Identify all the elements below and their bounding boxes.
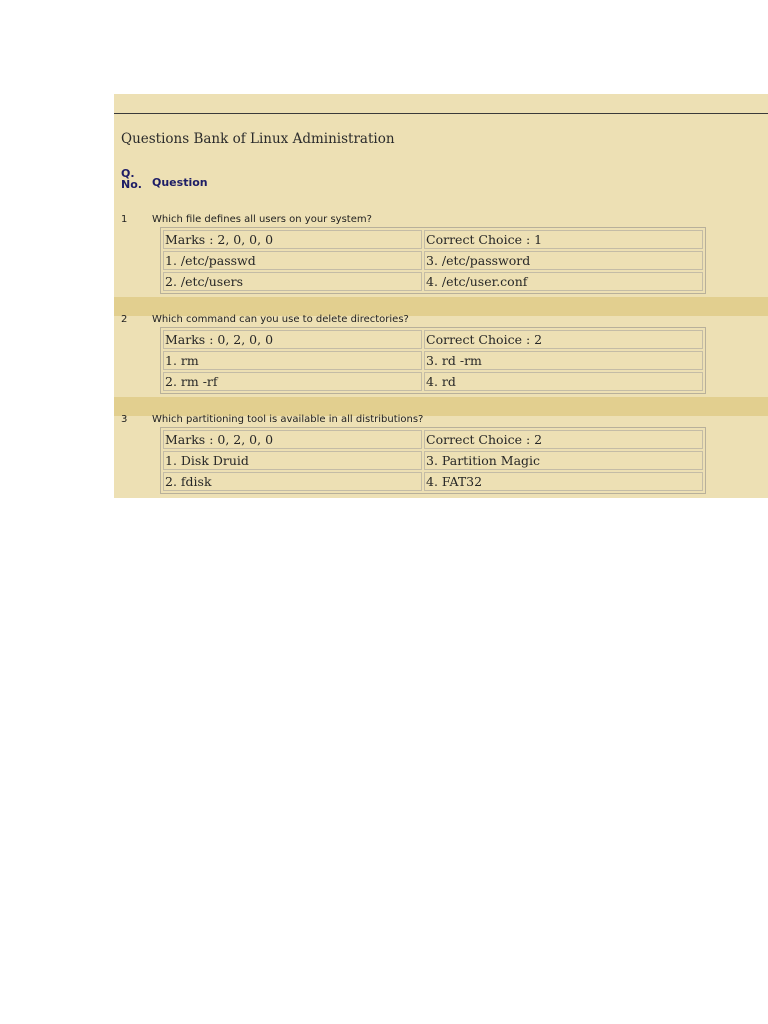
answer-table <box>160 427 706 494</box>
question-bank-panel <box>114 94 768 498</box>
choice-cell: 3. rd -rm <box>424 351 703 370</box>
table-row <box>163 372 703 391</box>
choice-cell: 1. Disk Druid <box>163 451 422 470</box>
choice-cell: 3. Partition Magic <box>424 451 703 470</box>
page-title: Questions Bank of Linux Administration <box>121 131 395 147</box>
correct-choice-cell: Correct Choice : 1 <box>424 230 703 249</box>
question-number: 2 <box>121 314 128 325</box>
choice-cell: 2. rm -rf <box>163 372 422 391</box>
table-row <box>163 230 703 249</box>
top-divider <box>114 113 768 114</box>
qno-header-line2: No. <box>121 178 142 191</box>
choice-cell: 4. FAT32 <box>424 472 703 491</box>
table-row <box>163 251 703 270</box>
table-row <box>163 351 703 370</box>
table-row <box>163 272 703 291</box>
choice-cell: 1. /etc/passwd <box>163 251 422 270</box>
question-text: Which command can you use to delete directories? <box>152 314 409 325</box>
answer-table <box>160 227 706 294</box>
question-text: Which file defines all users on your system? <box>152 214 372 225</box>
correct-choice-cell: Correct Choice : 2 <box>424 430 703 449</box>
answer-table <box>160 327 706 394</box>
choice-cell: 2. /etc/users <box>163 272 422 291</box>
marks-cell: Marks : 2, 0, 0, 0 <box>163 230 422 249</box>
table-row <box>163 430 703 449</box>
marks-cell: Marks : 0, 2, 0, 0 <box>163 430 422 449</box>
question-text: Which partitioning tool is available in all distributions? <box>152 414 424 425</box>
table-row <box>163 472 703 491</box>
question-number: 1 <box>121 214 128 225</box>
choice-cell: 3. /etc/password <box>424 251 703 270</box>
marks-cell: Marks : 0, 2, 0, 0 <box>163 330 422 349</box>
table-row <box>163 451 703 470</box>
choice-cell: 2. fdisk <box>163 472 422 491</box>
question-column-header: Question <box>152 176 208 189</box>
question-number: 3 <box>121 414 128 425</box>
correct-choice-cell: Correct Choice : 2 <box>424 330 703 349</box>
table-row <box>163 330 703 349</box>
choice-cell: 1. rm <box>163 351 422 370</box>
choice-cell: 4. /etc/user.conf <box>424 272 703 291</box>
choice-cell: 4. rd <box>424 372 703 391</box>
qno-header-line1: Q. <box>121 167 135 180</box>
qno-column-header <box>121 168 142 190</box>
